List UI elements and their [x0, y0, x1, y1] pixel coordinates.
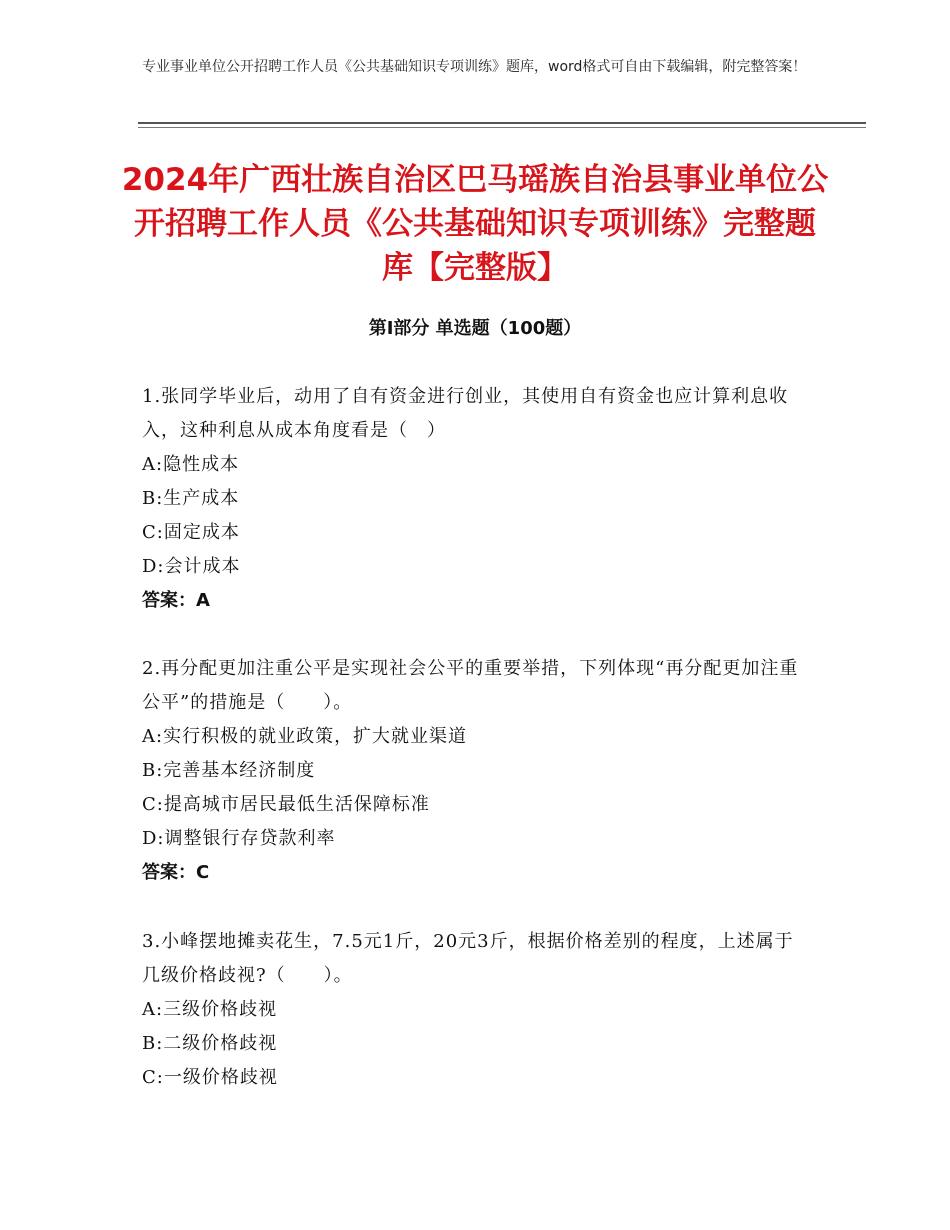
question-stem: 2.再分配更加注重公平是实现社会公平的重要举措，下列体现“再分配更加注重公平”的措施是（ ）。 [142, 658, 799, 713]
option-b: B:完善基本经济制度 [142, 760, 316, 781]
option-a: A:隐性成本 [142, 454, 240, 475]
header-rule-thick [138, 122, 866, 124]
answer: 答案：C [142, 862, 210, 883]
option-c: C:提高城市居民最低生活保障标准 [142, 794, 430, 815]
document-title: 2024年广西壮族自治区巴马瑶族自治县事业单位公开招聘工作人员《公共基础知识专项训练》完整题库【完整版】 [121, 162, 829, 286]
question-stem: 1.张同学毕业后，动用了自有资金进行创业，其使用自有资金也应计算利息收入，这种利息从成本角度看是（ ） [142, 386, 789, 441]
option-a: A:三级价格歧视 [142, 999, 278, 1020]
option-b: B:生产成本 [142, 488, 240, 509]
question-2 [142, 652, 812, 890]
option-c: C:固定成本 [142, 522, 240, 543]
question-stem: 3.小峰摆地摊卖花生，7.5元1斤，20元3斤，根据价格差别的程度，上述属于几级价格歧视?（ ）。 [142, 931, 794, 986]
question-3 [142, 925, 812, 1095]
option-c: C:一级价格歧视 [142, 1067, 278, 1088]
option-b: B:二级价格歧视 [142, 1033, 278, 1054]
header-rule-thin [138, 127, 866, 128]
option-d: D:会计成本 [142, 556, 241, 577]
section-title: 第I部分 单选题（100题） [368, 318, 582, 339]
answer: 答案：A [142, 590, 210, 611]
header-note: 专业事业单位公开招聘工作人员《公共基础知识专项训练》题库，word格式可自由下载编辑，附完整答案！ [142, 59, 807, 75]
option-a: A:实行积极的就业政策，扩大就业渠道 [142, 726, 468, 747]
option-d: D:调整银行存贷款利率 [142, 828, 336, 849]
question-1 [142, 380, 812, 618]
